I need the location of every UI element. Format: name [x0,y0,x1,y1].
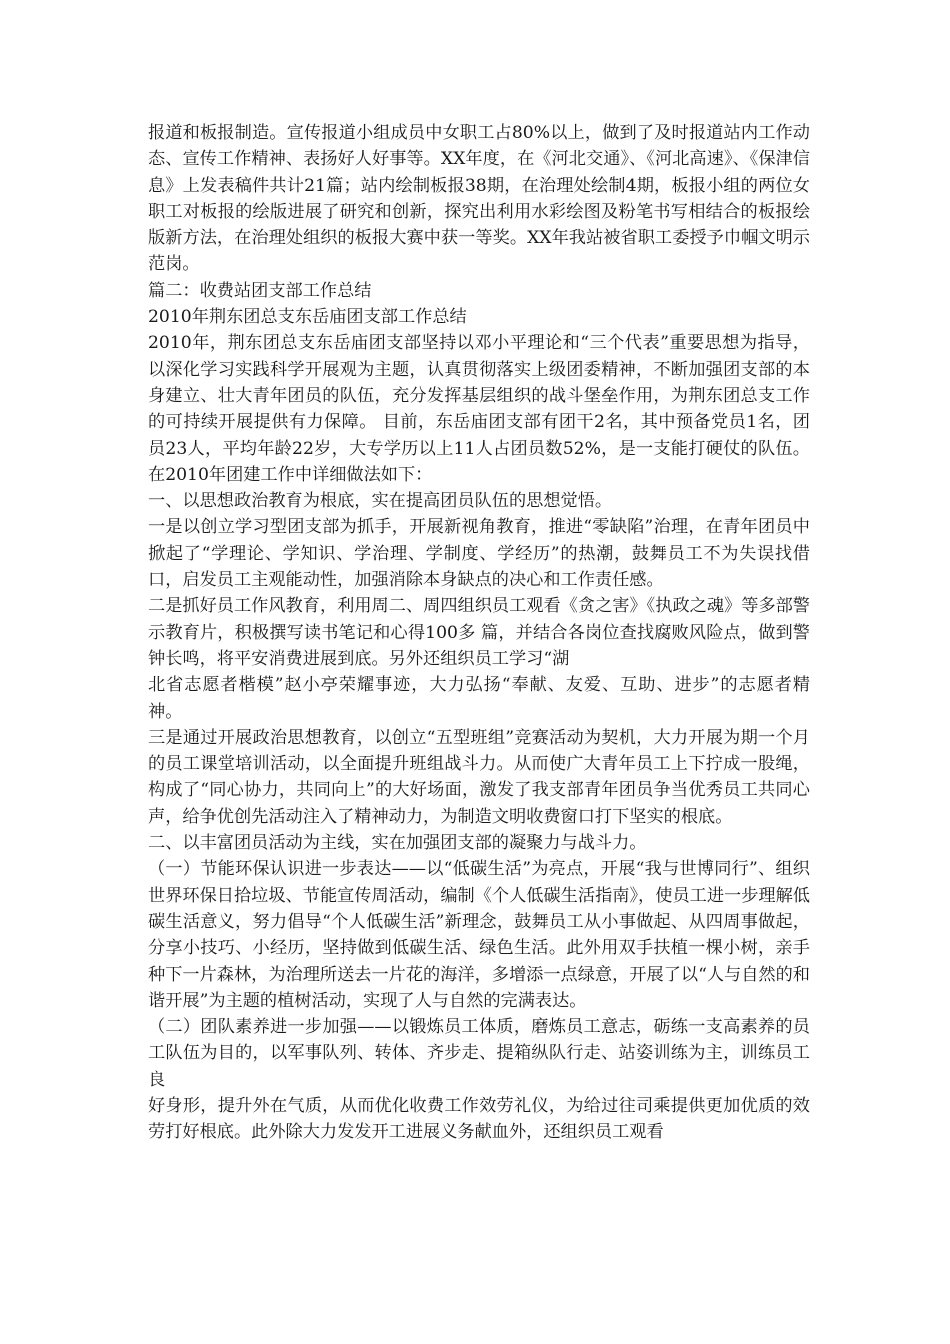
paragraph-low-carbon: （一）节能环保认识进一步表达——以“低碳生活”为亮点，开展“我与世博同行”、组织世界环保日拾垃圾、节能宣传周活动，编制《个人低碳生活指南》，使员工进一步理解低碳生活意义，努力倡导“个人低碳生活”新理念，鼓舞员工从小事做起、从四周事做起，分享小技巧、小经历，坚持做到低碳生活、绿色生活。此外用双手扶植一棵小树，亲手种下一片森林，为治理所送去一片花的海洋，多增添一点绿意，开展了以“人与自然的和谐开展”为主题的植树活动，实现了人与自然的完满表达。 [148,859,810,1011]
paragraph-volunteer: 北省志愿者楷模”赵小亭荣耀事迹，大力弘扬“奉献、友爱、互助、进步”的志愿者精神。 [148,675,810,722]
section-heading-part-two: 篇二：收费站团支部工作总结 [148,280,372,301]
paragraph-learning-branch: 一是以创立学习型团支部为抓手，开展新视角教育，推进“零缺陷”治理，在青年团员中掀起了“学理论、学知识、学治理、学制度、学经历”的热潮，鼓舞员工不为失误找借口，启发员工主观能动性，加强消除本身缺点的决心和工作责任感。 [148,517,810,591]
paragraph-work-style: 二是抓好员工作风教育，利用周二、周四组织员工观看《贪之害》《执政之魂》等多部警示教育片，积极撰写读书笔记和心得100多 篇，并结合各岗位查找腐败风险点，做到警钟长鸣，将平安消费进展到底。另外还组织员工学习“湖 [148,596,810,669]
paragraph-service-etiquette: 好身形，提升外在气质，从而优化收费工作效劳礼仪，为给过往司乘提供更加优质的效劳打好根底。此外除大力发发开工进展义务献血外，还组织员工观看 [148,1095,810,1143]
document-title: 2010年荆东团总支东岳庙团支部工作总结 [148,307,467,328]
heading-political-education: 一、以思想政治教育为根底，实在提高团员队伍的思想觉悟。 [148,491,613,512]
heading-member-activities: 二、以丰富团员活动为主线，实在加强团支部的凝聚力与战斗力。 [148,833,647,854]
paragraph-team-quality: （二）团队素养进一步加强——以锻炼员工体质，磨炼员工意志，砺练一支高素养的员工队伍为目的，以军事队列、转体、齐步走、提箱纵队行走、站姿训练为主，训练员工良 [148,1017,810,1090]
paragraph-five-type-team: 三是通过开展政治思想教育，以创立“五型班组”竞赛活动为契机，大力开展为期一个月的员工课堂培训活动，以全面提升班组战斗力。从而使广大青年员工上下拧成一股绳，构成了“同心协力，共同向上”的大好场面，激发了我支部青年团员争当优秀员工共同心声，给争优创先活动注入了精神动力，为制造文明收费窗口打下坚实的根底。 [148,727,810,827]
paragraph-publicity-summary: 报道和板报制造。宣传报道小组成员中女职工占80%以上，做到了及时报道站内工作动态、宣传工作精神、表扬好人好事等。XX年度，在《河北交通》、《河北高速》、《保津信息》上发表稿件共计21篇；站内绘制板报38期，在治理处绘制4期，板报小组的两位女职工对板报的绘版进展了研究和创新，探究出利用水彩绘图及粉笔书写相结合的板报绘版新方法，在治理处组织的板报大赛中获一等奖。XX年我站被省职工委授予巾帼文明示范岗。 [148,123,810,275]
paragraph-introduction: 2010年，荆东团总支东岳庙团支部坚持以邓小平理论和“三个代表”重要思想为指导，以深化学习实践科学开展观为主题，认真贯彻落实上级团委精神，不断加强团支部的本身建立、壮大青年团员的队伍，充分发挥基层组织的战斗堡垒作用，为荆东团总支工作的可持续开展提供有力保障。 目前，东岳庙团支部有团干2名，其中预备党员1名，团员23人，平均年龄22岁，大专学历以上11人占团员数52%，是一支能打硬仗的队伍。在2010年团建工作中详细做法如下： [148,333,810,485]
document-page [148,120,810,1146]
